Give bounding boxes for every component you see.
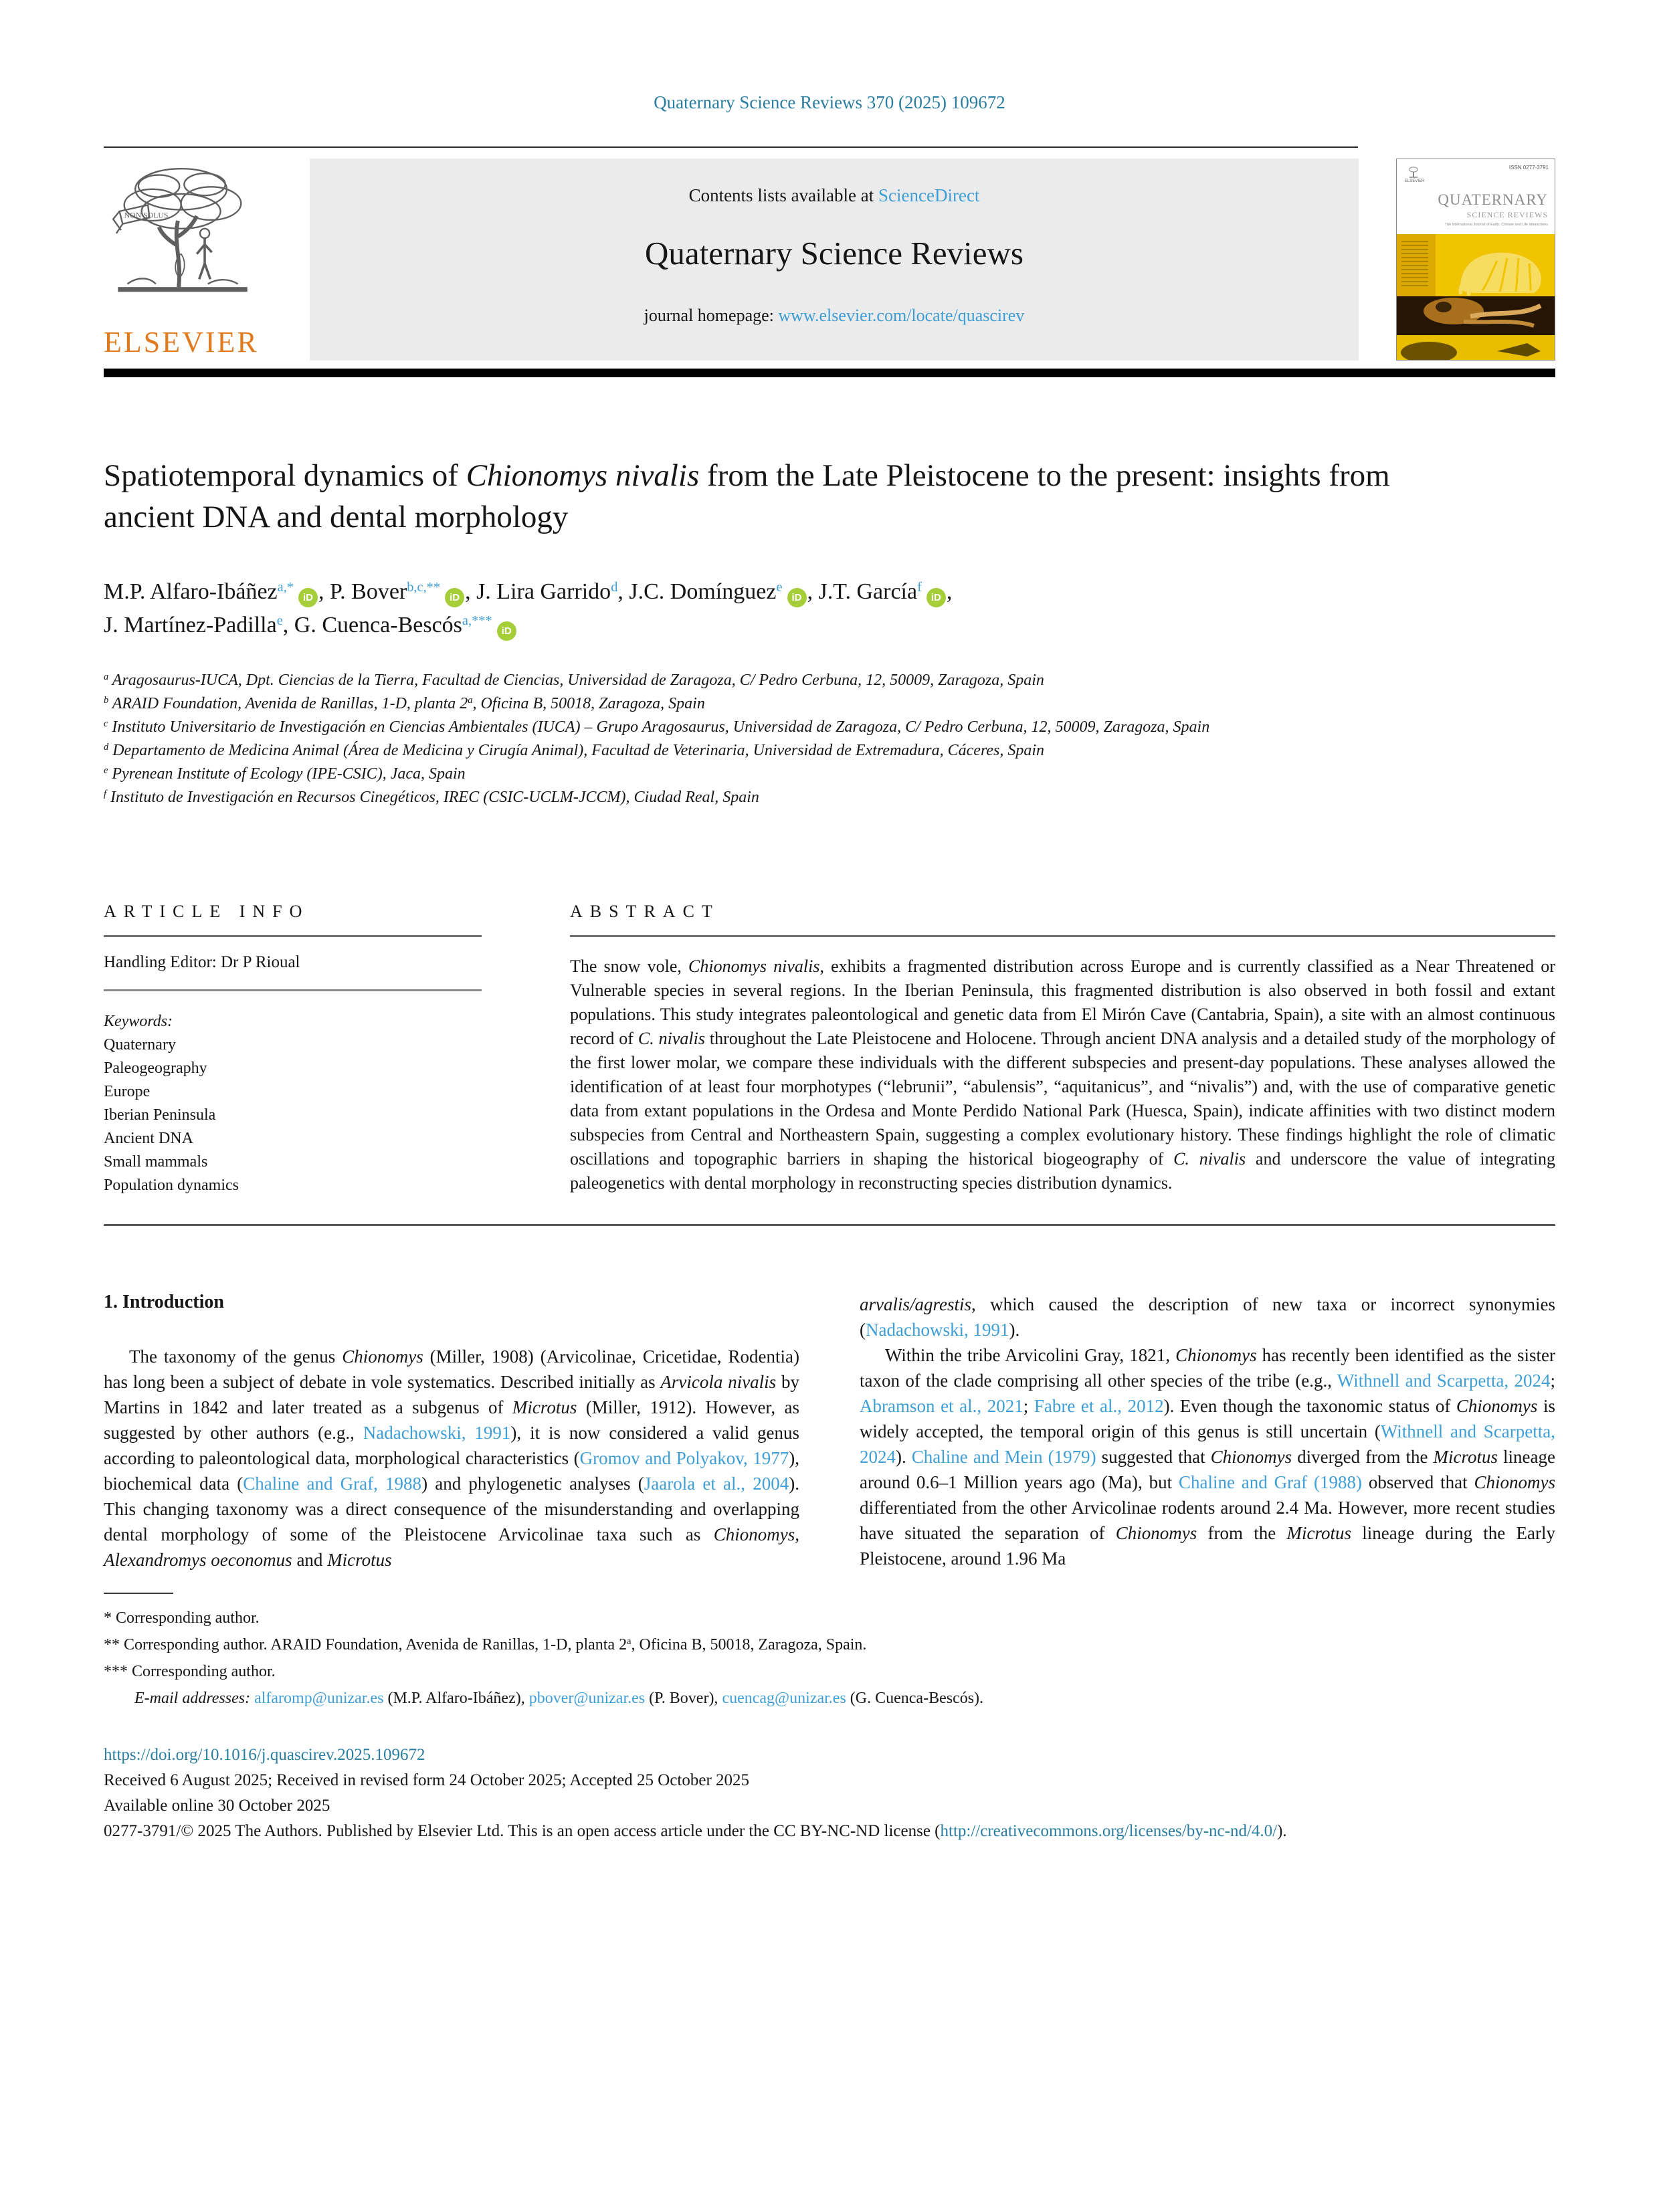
cover-elsevier-mini-logo <box>1405 166 1425 183</box>
section-heading: 1. Introduction <box>104 1292 224 1312</box>
masthead-top-rule <box>104 146 1358 148</box>
cover-issn: ISSN 0277-3791 <box>1508 165 1549 171</box>
homepage-line: journal homepage: www.elsevier.com/locate/quascirev <box>644 306 1025 325</box>
elsevier-logo <box>104 159 272 361</box>
elsevier-motto: NON SOLUS <box>124 210 169 220</box>
intro-paragraph-1-continued: arvalis/agrestis, which caused the description of new taxa or incorrect synonymies (Nadachowski, 1991). <box>860 1294 1555 1340</box>
intro-paragraph-2: Within the tribe Arvicolini Gray, 1821, Chionomys has recently been identified as the sister taxon of the clade comprising all other species of the tribe (e.g., Withnell and Scarpetta, 2024; Abramson et al., 2021; Fabre et al., 2012). Even though the taxonomic status of Chionomys is widely accepted, the temporal origin of this genus is still uncertain (Withnell and Scarpetta, 2024). Chaline and Mein (1979) suggested that Chionomys diverged from the Microtus lineage around 0.6–1 Million years ago (Ma), but Chaline and Graf (1988) observed that Chionomys differentiated from the other Arvicolinae rodents around 2.4 Ma. However, more recent studies have situated the separation of Chionomys from the Microtus lineage during the Early Pleistocene, around 1.96 Ma <box>860 1345 1556 1569</box>
footnote-emails: E-mail addresses: alfaromp@unizar.es (M.P. Alfaro-Ibáñez), pbover@unizar.es (P. Bover), cuencag@unizar.es (G. Cuenca-Bescós). <box>134 1690 984 1707</box>
journal-citation: Quaternary Science Reviews 370 (2025) 109672 <box>654 92 1005 112</box>
received-dates: Received 6 August 2025; Received in revised form 24 October 2025; Accepted 25 October 2025 <box>104 1771 750 1789</box>
mammoth-skull-art <box>1397 296 1555 335</box>
keyword: Iberian Peninsula <box>104 1106 216 1124</box>
text-link[interactable]: Withnell and Scarpetta, 2024 <box>1337 1371 1551 1391</box>
article-footer <box>104 1742 1555 1844</box>
text-link[interactable]: e <box>776 579 783 595</box>
keywords-label: Keywords: <box>104 1013 173 1030</box>
cover-artifact-art <box>1397 335 1555 361</box>
abstract-heading: ABSTRACT <box>570 902 720 921</box>
cover-editor-panel <box>1397 234 1436 296</box>
cover-photo-band <box>1397 296 1555 335</box>
journal-title: Quaternary Science Reviews <box>645 235 1023 272</box>
article-info-rule <box>104 935 482 937</box>
text-link[interactable]: www.elsevier.com/locate/quascirev <box>778 306 1025 325</box>
text-link[interactable]: Chaline and Graf (1988) <box>1178 1472 1362 1492</box>
orcid-icon[interactable]: iD <box>787 588 807 607</box>
text-link[interactable]: a,*** <box>462 613 492 628</box>
article-info-column <box>104 902 482 1197</box>
orcid-icon[interactable]: iD <box>926 588 946 607</box>
cover-title: QUATERNARY <box>1438 191 1548 208</box>
text-link[interactable]: e <box>276 613 283 628</box>
text-link[interactable]: a,* <box>277 579 294 595</box>
introduction-section <box>104 1292 1555 1573</box>
keyword: Europe <box>104 1083 151 1100</box>
article-info-heading: ARTICLE INFO <box>104 902 310 921</box>
cover-tagline: The International Journal of Earth, Climate and Life Interactions <box>1444 223 1548 227</box>
available-online: Available online 30 October 2025 <box>104 1797 330 1815</box>
elsevier-tree-icon <box>104 210 262 320</box>
license-line: 0277-3791/© 2025 The Authors. Published by Elsevier Ltd. This is an open access article under the CC BY-NC-ND license (http://creativecommons.org/licenses/by-nc-nd/4.0/). <box>104 1822 1287 1840</box>
elsevier-wordmark: ELSEVIER <box>104 326 259 359</box>
keyword: Population dynamics <box>104 1177 239 1194</box>
text-link[interactable]: Nadachowski, 1991 <box>866 1320 1009 1340</box>
text-link[interactable]: Withnell and Scarpetta, 2024 <box>860 1421 1555 1467</box>
intro-paragraph-1: The taxonomy of the genus Chionomys (Miller, 1908) (Arvicolinae, Cricetidae, Rodentia) has long been a subject of debate in vole systematics. Described initially as Arvicola nivalis by Martins in 1842 and later treated as a subgenus of Microtus (Miller, 1912). However, as suggested by other authors (e.g., Nadachowski, 1991), it is now considered a valid genus according to paleontological data, morphological characteristics (Gromov and Polyakov, 1977), biochemical data (Chaline and Graf, 1988) and phylogenetic analyses (Jaarola et al., 2004). This changing taxonomy was a direct consequence of the misunderstanding and overlapping dental morphology of some of the Pleistocene Arvicolinae taxa such as Chionomys, Alexandromys oeconomus and Microtus <box>104 1346 800 1570</box>
cover-subtitle: SCIENCE REVIEWS <box>1466 210 1548 219</box>
footnote-corresponding-2: ** Corresponding author. ARAID Foundation, Avenida de Ranillas, 1-D, planta 2$^a$, Oficina B, 50018, Zaragoza, Spain. <box>104 1636 867 1653</box>
author-list: M.P. Alfaro-Ibáñez$^{a,*}$iD , P. Bover$^{b,c,**}$iD , J. Lira Garrido$^d$, J.C. Domínguez$^e$iD , J.T. García$^f$iD , J. Martínez-Padilla$^e$, G. Cuenca-Bescós$^{a,***}$iD <box>104 575 1555 642</box>
affiliation-e: $^e$ Pyrenean Institute of Ecology (IPE-CSIC), Jaca, Spain <box>104 765 466 783</box>
footnote-rule <box>104 1593 173 1594</box>
orcid-icon[interactable]: iD <box>445 588 464 607</box>
affiliation-b: $^b$ ARAID Foundation, Avenida de Ranillas, 1-D, planta 2$^a$, Oficina B, 50018, Zaragoza, Spain <box>104 695 705 712</box>
abstract-column <box>570 902 1555 1197</box>
affiliations <box>104 669 1555 809</box>
handling-editor: Handling Editor: Dr P Rioual <box>104 953 300 971</box>
keyword: Quaternary <box>104 1036 176 1053</box>
keyword: Paleogeography <box>104 1060 207 1077</box>
text-link[interactable]: Chaline and Mein (1979) <box>911 1447 1096 1467</box>
text-link[interactable]: Fabre et al., 2012 <box>1034 1396 1164 1416</box>
text-link[interactable]: b,c,** <box>407 579 441 595</box>
text-link[interactable]: alfaromp@unizar.es <box>254 1690 384 1707</box>
keyword: Small mammals <box>104 1153 208 1171</box>
text-link[interactable]: Chaline and Graf, 1988 <box>243 1474 422 1494</box>
affiliation-d: $^d$ Departamento de Medicina Animal (Área de Medicina y Cirugía Animal), Facultad de Veterinaria, Universidad de Extremadura, Cáceres, Spain <box>104 742 1045 759</box>
masthead-black-bar <box>104 369 1555 377</box>
affiliation-f: $^f$ Instituto de Investigación en Recursos Cinegéticos, IREC (CSIC-UCLM-JCCM), Ciudad Real, Spain <box>104 789 759 806</box>
affiliation-a: $^a$ Aragosaurus-IUCA, Dpt. Ciencias de la Tierra, Facultad de Ciencias, Universidad de Zaragoza, C/ Pedro Cerbuna, 12, 50009, Zaragoza, Spain <box>104 672 1044 689</box>
masthead <box>104 159 1555 361</box>
section-divider-rule <box>104 1224 1555 1226</box>
footnotes <box>104 1593 1555 1712</box>
keyword: Ancient DNA <box>104 1130 193 1147</box>
info-abstract-section <box>104 902 1555 1197</box>
keywords-rule <box>104 989 482 991</box>
intro-right-column <box>860 1292 1555 1573</box>
footnote-corresponding-1: * Corresponding author. <box>104 1609 260 1627</box>
text-link[interactable]: d <box>611 579 618 595</box>
orcid-icon[interactable]: iD <box>298 588 318 607</box>
doi-link[interactable]: https://doi.org/10.1016/j.quascirev.2025.109672 <box>104 1746 425 1764</box>
text-link[interactable]: ScienceDirect <box>878 185 980 205</box>
abstract-text: The snow vole, Chionomys nivalis, exhibits a fragmented distribution across Europe and is currently classified as a Near Threatened or Vulnerable species in several regions. In the Iberian Peninsula, this fragmented distribution is also observed in both fossil and extant populations. This study integrates paleontological and genetic data from El Mirón Cave (Cantabria, Spain), a site with an almost continuous record of C. nivalis throughout the Late Pleistocene and Holocene. Through ancient DNA analysis and a detailed study of the morphology of the first lower molar, we compare these individuals with the different subspecies and present-day populations. These analyses allowed the identification of at least four morphotypes (“lebrunii”, “abulensis”, “aquitanicus”, and “nivalis”) and, with the use of comparative genetic data from extant populations in the Ordesa and Monte Perdido National Park (Huesca, Spain), indicate affinities with two distinct modern subspecies from Central and Northeastern Spain, suggesting a complex evolutionary history. These findings highlight the role of climatic oscillations and topographic barriers in shaping the historical biogeography of C. nivalis and underscore the value of integrating paleogenetics with dental morphology in reconstructing species distribution dynamics. <box>570 957 1555 1193</box>
orcid-icon[interactable]: iD <box>497 621 516 641</box>
footnote-corresponding-3: *** Corresponding author. <box>104 1663 276 1680</box>
cover-bottom-band <box>1397 335 1555 360</box>
cover-elsevier-label: ELSEVIER <box>1405 179 1425 183</box>
abstract-rule <box>570 935 1555 937</box>
text-link[interactable]: cuencag@unizar.es <box>722 1690 846 1707</box>
affiliation-c: $^c$ Instituto Universitario de Investigación en Ciencias Ambientales (IUCA) – Grupo Aragosaurus, Universidad de Zaragoza, C/ Pedro Cerbuna, 12, 50009, Zaragoza, Spain <box>104 718 1210 736</box>
text-link[interactable]: f <box>917 579 922 595</box>
cover-editor-text-placeholder <box>1401 241 1428 288</box>
text-link[interactable]: http://creativecommons.org/licenses/by-nc-nd/4.0/ <box>940 1822 1278 1840</box>
masthead-gray-box <box>310 159 1359 361</box>
contents-line: Contents lists available at ScienceDirect <box>688 185 980 205</box>
journal-cover-thumbnail[interactable] <box>1396 159 1555 361</box>
text-link[interactable]: Abramson et al., 2021 <box>860 1396 1023 1416</box>
intro-left-column <box>104 1292 799 1573</box>
text-link[interactable]: pbover@unizar.es <box>528 1690 646 1707</box>
article-title: Spatiotemporal dynamics of Chionomys nivalis from the Late Pleistocene to the present: insights from ancient DNA and dental morphology <box>104 458 1390 534</box>
text-link[interactable]: Jaarola et al., 2004 <box>644 1474 789 1494</box>
text-link[interactable]: Gromov and Polyakov, 1977 <box>579 1448 789 1468</box>
text-link[interactable]: Nadachowski, 1991 <box>363 1423 511 1443</box>
